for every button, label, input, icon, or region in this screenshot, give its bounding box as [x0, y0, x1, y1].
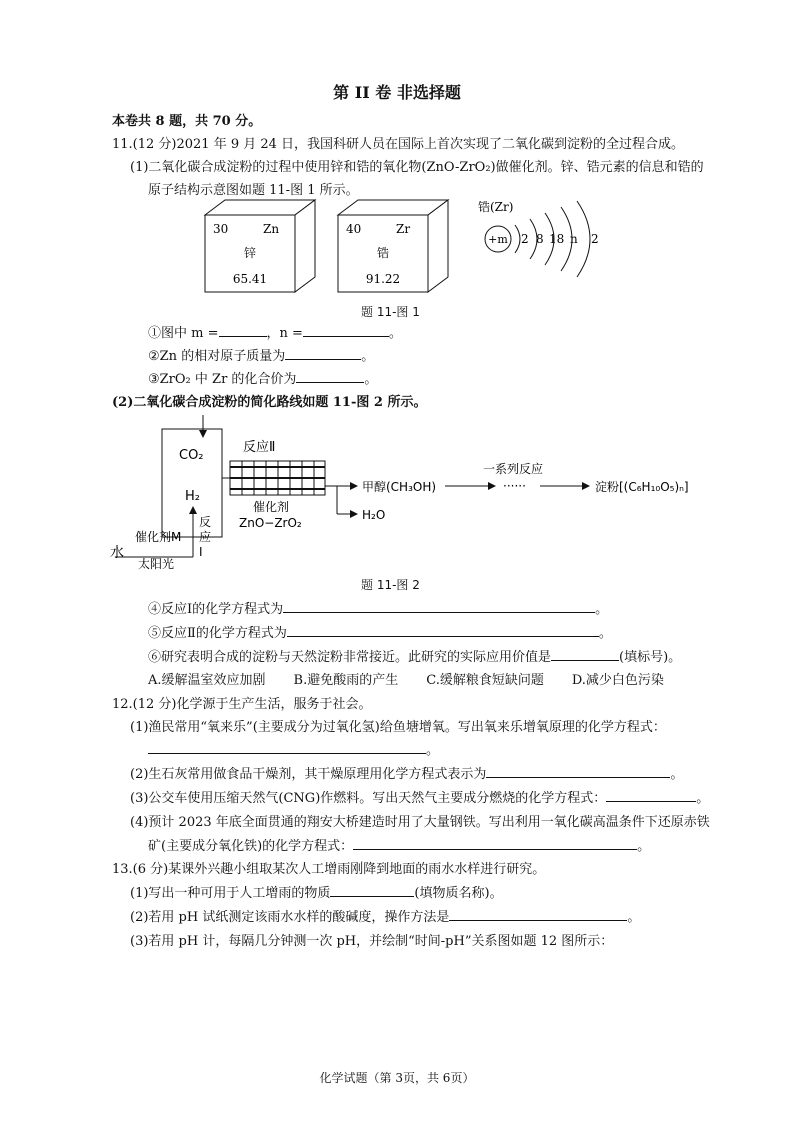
methanol-label: 甲醇(CH₃OH) [362, 480, 437, 494]
nucleus-charge: +m [488, 233, 508, 246]
figure-11-1 [195, 195, 615, 295]
q12-part1-answer: 。 [148, 739, 439, 758]
zr-atomic-number: 40 [346, 222, 362, 236]
starch-label: 淀粉[(C₆H₁₀O₅)ₙ] [595, 480, 689, 494]
answer-blank-fe2o3[interactable] [353, 835, 637, 850]
option-a: A.缓解温室效应加剧 [148, 673, 266, 688]
q13-part1: (1)写出一种可用于人工增雨的物质 (填物质名称)。 [130, 882, 503, 901]
shell-electrons: 2 [521, 232, 529, 246]
q11-sub-6: ⑥研究表明合成的淀粉与天然淀粉非常接近。此研究的实际应用价值是 (填标号)。 [148, 646, 681, 665]
figure-11-2 [105, 415, 725, 573]
catalyst-m-label: 催化剂M [135, 530, 182, 544]
answer-blank-ch4[interactable] [606, 787, 696, 802]
q12-part2: (2)生石灰常用做食品干燥剂，其干燥原理用化学方程式表示为 。 [130, 763, 683, 782]
reaction1-label: 应 [199, 530, 212, 544]
q12-part3: (3)公交车使用压缩天然气(CNG)作燃料。写出天然气主要成分燃烧的化学方程式： 。 [130, 787, 709, 806]
electron-shell-arc [515, 225, 520, 253]
reaction-vessel [162, 429, 222, 537]
reaction1-label: 反 [199, 515, 212, 529]
answer-blank-m[interactable] [219, 322, 267, 337]
q13-part2: (2)若用 pH 试纸测定该雨水水样的酸碱度，操作方法是 。 [130, 906, 640, 925]
q11-part1-line2: 原子结构示意图如题 11-图 1 所示。 [148, 183, 359, 198]
shell-electrons: 8 [536, 232, 544, 246]
h2o-label: H₂O [362, 508, 386, 522]
answer-blank-zr-valence[interactable] [296, 368, 364, 383]
q11-options [148, 669, 664, 688]
catalyst-label: 催化剂 [253, 500, 290, 514]
q11-part1-line1: (1)二氧化碳合成淀粉的过程中使用锌和锆的氧化物(ZnO-ZrO₂)做催化剂。锌、锆元素的信息和锆的 [130, 160, 704, 175]
answer-blank-rain-agent[interactable] [330, 882, 414, 897]
option-c: C.缓解粮食短缺问题 [426, 673, 544, 688]
atom-label: 锆(Zr) [478, 200, 514, 214]
page-footer: 化学试题（第 3页，共 6页） [319, 1071, 475, 1085]
q12-part1: (1)渔民常用“氧来乐”(主要成分为过氧化氢)给鱼塘增氧。写出氧来乐增氧原理的化学方程式： [130, 720, 666, 735]
h2-label: H₂ [185, 489, 200, 504]
answer-blank-n[interactable] [303, 322, 389, 337]
answer-blank-ph-method[interactable] [449, 906, 627, 921]
zn-symbol: Zn [263, 222, 280, 236]
zn-atomic-number: 30 [213, 222, 229, 236]
option-d: D.减少白色污染 [571, 673, 664, 688]
q12-part4-line1: (4)预计 2023 年底全面贯通的翔安大桥建造时用了大量钢铁。写出利用一氧化碳高温条件下还原赤铁 [130, 815, 710, 830]
q12-stem: 12.(12 分)化学源于生产生活，服务于社会。 [112, 697, 372, 712]
catalyst-bed [230, 461, 325, 495]
answer-blank-reaction2[interactable] [287, 622, 599, 637]
q11-sub-5: ⑤反应Ⅱ的化学方程式为 。 [148, 622, 612, 641]
option-b: B.避免酸雨的产生 [293, 673, 399, 688]
answer-blank-zn-mass[interactable] [285, 345, 361, 360]
zn-atomic-mass: 65.41 [232, 272, 268, 286]
figure-11-2-caption: 题 11-图 2 [361, 578, 420, 592]
q11-sub-2: ②Zn 的相对原子质量为 。 [148, 345, 374, 364]
zn-name: 锌 [243, 246, 257, 260]
zn-element-card [205, 200, 315, 292]
zr-symbol: Zr [396, 222, 411, 236]
water-label: 水 [110, 545, 124, 561]
q11-part2: (2)二氧化碳合成淀粉的简化路线如题 11-图 2 所示。 [112, 395, 427, 410]
catalyst-formula: ZnO−ZrO₂ [239, 516, 302, 530]
shell-electrons: n [570, 232, 578, 246]
co2-label: CO₂ [179, 448, 204, 463]
answer-blank-h2o2[interactable] [148, 739, 426, 754]
reaction1-label: Ⅰ [199, 545, 203, 559]
answer-blank-cao[interactable] [486, 763, 670, 778]
figure-11-1-caption: 题 11-图 1 [361, 305, 420, 319]
answer-blank-reaction1[interactable] [283, 598, 595, 613]
electron-shell-arc [577, 201, 590, 277]
dots-label: ······ [503, 479, 526, 493]
zr-atomic-mass: 91.22 [365, 272, 401, 286]
sunlight-label: 太阳光 [138, 557, 175, 571]
q11-sub-1: ①图中 m = ，n = 。 [148, 322, 402, 341]
zr-element-card [338, 200, 448, 292]
section-title: 第 II 卷 非选择题 [333, 83, 461, 102]
q11-sub-3: ③ZrO₂ 中 Zr 的化合价为 。 [148, 368, 377, 387]
q12-part4-line2: 矿(主要成分氧化铁)的化学方程式： 。 [148, 835, 650, 854]
zr-name: 锆 [376, 246, 390, 260]
reaction2-label: 反应Ⅱ [243, 440, 276, 455]
q11-stem: 11.(12 分)2021 年 9 月 24 日，我国科研人员在国际上首次实现了二氧化碳到淀粉的全过程合成。 [112, 137, 685, 152]
shell-electrons: 2 [591, 232, 599, 246]
q11-sub-4: ④反应Ⅰ的化学方程式为 。 [148, 598, 608, 617]
series-reaction-label: 一系列反应 [483, 462, 544, 476]
section-note: 本卷共 8 题，共 70 分。 [112, 114, 262, 129]
shell-electrons: 18 [549, 232, 565, 246]
q13-stem: 13.(6 分)某课外兴趣小组取某次人工增雨刚降到地面的雨水水样进行研究。 [112, 862, 546, 877]
q13-part3: (3)若用 pH 计，每隔几分钟测一次 pH，并绘制“时间-pH”关系图如题 12 图所示： [130, 934, 614, 949]
zr-atomic-structure [478, 199, 599, 277]
answer-blank-value[interactable] [551, 646, 619, 661]
